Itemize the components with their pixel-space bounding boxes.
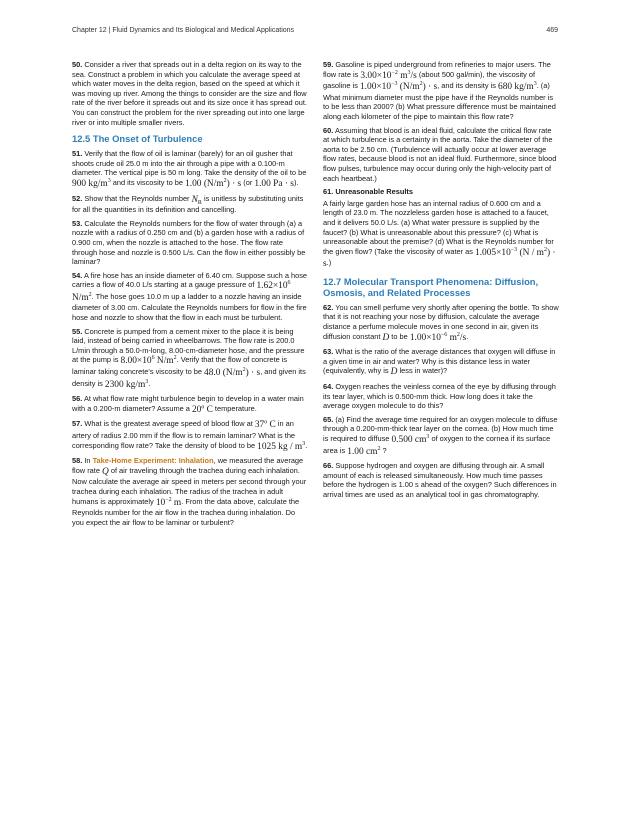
problem-number: 51.	[72, 149, 83, 159]
math-diffusion-symbol: D	[390, 367, 398, 378]
problem-66	[323, 461, 559, 499]
section-heading-12-5: 12.5 The Onset of Turbulence	[72, 133, 203, 145]
math-reynolds-symbol: $N_R$	[191, 194, 202, 206]
math-diffusion-constant: $1.00\times 10^{-6}$ $m^2/s$	[409, 331, 467, 343]
math-pressure: $8.00\times 10^6$ $N/m^2$	[120, 355, 177, 367]
math-viscosity: 1.00 $(N/m^2) \cdot s$	[185, 177, 242, 189]
left-column	[72, 60, 308, 531]
math-flow-rate: $3.00\times 10^{-2}$ $m^3/s$	[360, 69, 417, 81]
math-flow-symbol: Q	[102, 466, 109, 477]
chapter-title: Chapter 12 | Fluid Dynamics and Its Biological and Medical Applications	[72, 27, 295, 34]
math-radius: $10^{-2}$ m	[155, 496, 182, 508]
problem-number: 59.	[323, 60, 334, 69]
problem-number: 66.	[323, 461, 334, 471]
problem-54: 54. A fire hose has an inside diameter of 6.40 cm. Suppose such a hose carries a flow of 40.0 L/s starting at a gauge pressure of $1.62\times 10^6$ $N/m^2$. The hose goes 10.0 m up a ladder to a nozzle having an inside diameter of 3.00 cm. Calculate the Reynolds numbers for flow in the fire hose and nozzle to show that the flow in each must be turbulent.	[72, 270, 308, 323]
problem-number: 52.	[72, 193, 83, 203]
problem-text: Suppose hydrogen and oxygen are diffusing through air. A small amount of each is released simultaneously. How much time passes before the hydrogen is 1.00 s ahead of the oxygen? Such differences in arrival times are used as an analytical tool in gas chromatography.	[323, 461, 557, 499]
problem-64	[323, 382, 559, 411]
math-temperature: 20º C	[191, 404, 213, 415]
problem-50	[72, 60, 308, 127]
problem-number: 57.	[72, 419, 83, 429]
problem-59: 59. Gasoline is piped underground from refineries to major users. The flow rate is $3.00\times 10^{-2}$ $m^3/s$ (about 500 gal/min), the viscosity of gasoline is $1.00\times 10^{-3}$ $(N/m^2) \cdot s$, and its density is 680 $kg/m^3$. (a) What minimum diameter must the pipe have if the Reynolds number is to be less than 2000? (b) What pressure difference must be maintained along each kilometer of the pipe to maintain this flow rate?	[323, 60, 556, 121]
section-heading-12-7: 12.7 Molecular Transport Phenomena: Diffusion, Osmosis, and Related Processes	[323, 275, 539, 298]
math-viscosity: $1.005\times 10^{-3}$ $(N / m^2) \cdot s$	[323, 246, 556, 270]
problem-number: 63.	[323, 347, 334, 357]
problem-65: 65. (a) Find the average time required for an oxygen molecule to diffuse through a 0.200-mm-thick tear layer on the cornea. (b) How much time is required to diffuse 0.500 $cm^3$ of oxygen to the cornea if its surface area is 1.00 $cm^2$ ?	[323, 414, 558, 457]
page-header	[72, 27, 558, 37]
math-density: 2300 $kg/m^3$	[104, 378, 149, 390]
problem-63: 63. What is the ratio of the average distances that oxygen will diffuse in a given time in air and water? Why is this distance less in water (equivalently, why is D less in water)?	[323, 347, 556, 378]
page-number: 469	[546, 27, 558, 34]
math-viscosity: 48.0 $(N/m^2) \cdot s$	[204, 367, 261, 379]
problem-text: Assuming that blood is an ideal fluid, calculate the critical flow rate at which turbulence is a certainty in the aorta. Take the diameter of the aorta to be 2.50 cm. (Turbulence will actually occur at lower average flow rates, because blood is not an ideal fluid. Furthermore, since blood flow pulses, turbulence may occur during only the high-velocity part of each heartbeat.)	[323, 125, 557, 183]
math-density: 900 $kg/m^3$	[72, 177, 111, 189]
math-density: 1025 kg / $m^3$	[257, 440, 306, 452]
math-area: 1.00 $cm^2$	[347, 445, 381, 457]
problem-number: 50.	[72, 60, 83, 69]
problem-57: 57. What is the greatest average speed of blood flow at 37º C in an artery of radius 2.00 mm if the flow is to remain laminar? What is the corresponding flow rate? Take the density of blood to be 1025 kg / $m^3$.	[72, 419, 308, 452]
problem-number: 54.	[72, 270, 83, 280]
problem-text: Verify that the flow of oil is laminar (barely) for an oil gusher that shoots crude oil 25.0 m into the air through a pipe with a 0.100-m diameter. The vertical pipe is 50 m long. Take the density of the oil to be	[72, 149, 307, 178]
take-home-experiment-link[interactable]: Take-Home Experiment: Inhalation	[92, 456, 214, 466]
problem-text: Calculate the Reynolds numbers for the flow of water through (a) a nozzle with a radius of 0.250 cm and (b) a garden hose with a radius of 0.900 cm, when the nozzle is attached to the hose. The flow rate through hose and nozzle is 0.500 L/s. Can the flow in either possibly be laminar?	[72, 218, 306, 267]
problem-number: 56.	[72, 394, 83, 404]
problem-number: 65.	[323, 414, 334, 424]
math-volume: 0.500 $cm^3$	[391, 434, 430, 445]
problem-number: 60.	[323, 125, 334, 135]
math-temperature: 37º C	[254, 420, 276, 431]
problem-61: A fairly large garden hose has an internal radius of 0.600 cm and a length of 23.0 m. The nozzleless garden hose is attached to a faucet, and it delivers 50.0 L/s. (a) What water pressure is supplied by the faucet? (b) What is unreasonable about this pressure? (c) What is unreasonable about the premise? (d) What is the Reynolds number for the given flow? (Take the viscosity of water as $1.005\times 10^{-3}$ $(N / m^2) \cdot s$.)	[323, 198, 556, 270]
problem-62: 62. You can smell perfume very shortly after opening the bottle. To show that it is not reaching your nose by diffusion, calculate the average distance a perfume molecule moves in one second in air, given its diffusion constant D to be $1.00\times 10^{-6}$ $m^2/s$.	[323, 302, 559, 343]
math-diffusion-symbol: D	[382, 332, 390, 343]
math-viscosity: $1.00\times 10^{-3}$ $(N/m^2) \cdot s$	[359, 81, 438, 93]
problem-number: 53.	[72, 218, 83, 228]
problem-55: 55. Concrete is pumped from a cement mixer to the place it is being laid, instead of being carried in wheelbarrows. The flow rate is 200.0 L/min through a 50.0-m-long, 8.00-cm-diameter hose, and the pressure at the pump is $8.00\times 10^6$ $N/m^2$. Verify that the flow of concrete is laminar taking concrete's viscosity to be 48.0 $(N/m^2) \cdot s$, and given its density is 2300 $kg/m^3$.	[72, 326, 306, 390]
problem-number: 58.	[72, 456, 83, 466]
problem-number: 55.	[72, 326, 83, 336]
math-pressure: $1.62\times 10^6$ $N/m^2$	[72, 280, 291, 303]
problem-text: Oxygen reaches the veinless cornea of the eye by diffusing through its tear layer, which is 0.500-mm thick. How long does it take the average oxygen molecule to do this?	[323, 382, 556, 411]
problem-61-heading: 61. Unreasonable Results	[323, 187, 413, 197]
problem-53	[72, 219, 308, 267]
problem-58: 58. In Take-Home Experiment: Inhalation, we measured the average flow rate Q of air traveling through the trachea during each inhalation. Now calculate the average air speed in meters per second through your trachea during each inhalation. The radius of the trachea in adult humans is approximately $10^{-2}$ m. From the data above, calculate the Reynolds number for the air flow in the trachea during inhalation. Do you expect the air flow to be laminar or turbulent?	[72, 456, 307, 527]
math-viscosity-pa: 1.00 Pa · s	[254, 178, 294, 189]
problem-56: 56. At what flow rate might turbulence begin to develop in a water main with a 0.200-m diameter? Assume a 20º C temperature.	[72, 394, 304, 415]
problem-51: 51. Verify that the flow of oil is laminar (barely) for an oil gusher that shoots crude oil 25.0 m into the air through a pipe with a 0.100-m diameter. The vertical pipe is 50 m long. Take the density of the oil to be 900 $kg/m^3$ and its viscosity to be 1.00 $(N/m^2) \cdot s$ (or 1.00 Pa · s).	[72, 149, 307, 189]
problem-number: 64.	[323, 382, 334, 392]
problem-52: 52. Show that the Reynolds number $N_R$ is unitless by substituting units for all the quantities in its definition and cancelling.	[72, 193, 304, 215]
math-density: 680 $kg/m^3$	[498, 81, 537, 93]
right-column	[323, 60, 559, 504]
problem-number: 62.	[323, 302, 334, 312]
problem-text: Consider a river that spreads out in a delta region on its way to the sea. Construct a problem in which you calculate the average speed at which water moves in the delta region, based on the speed at which it was moving up river. Among the things to consider are the size and flow rate of the river before it spreads out and its size once it has spread out. You can construct the problem for the river spreading out into one large river or into multiple smaller rivers.	[72, 60, 307, 127]
problem-60	[323, 126, 559, 184]
